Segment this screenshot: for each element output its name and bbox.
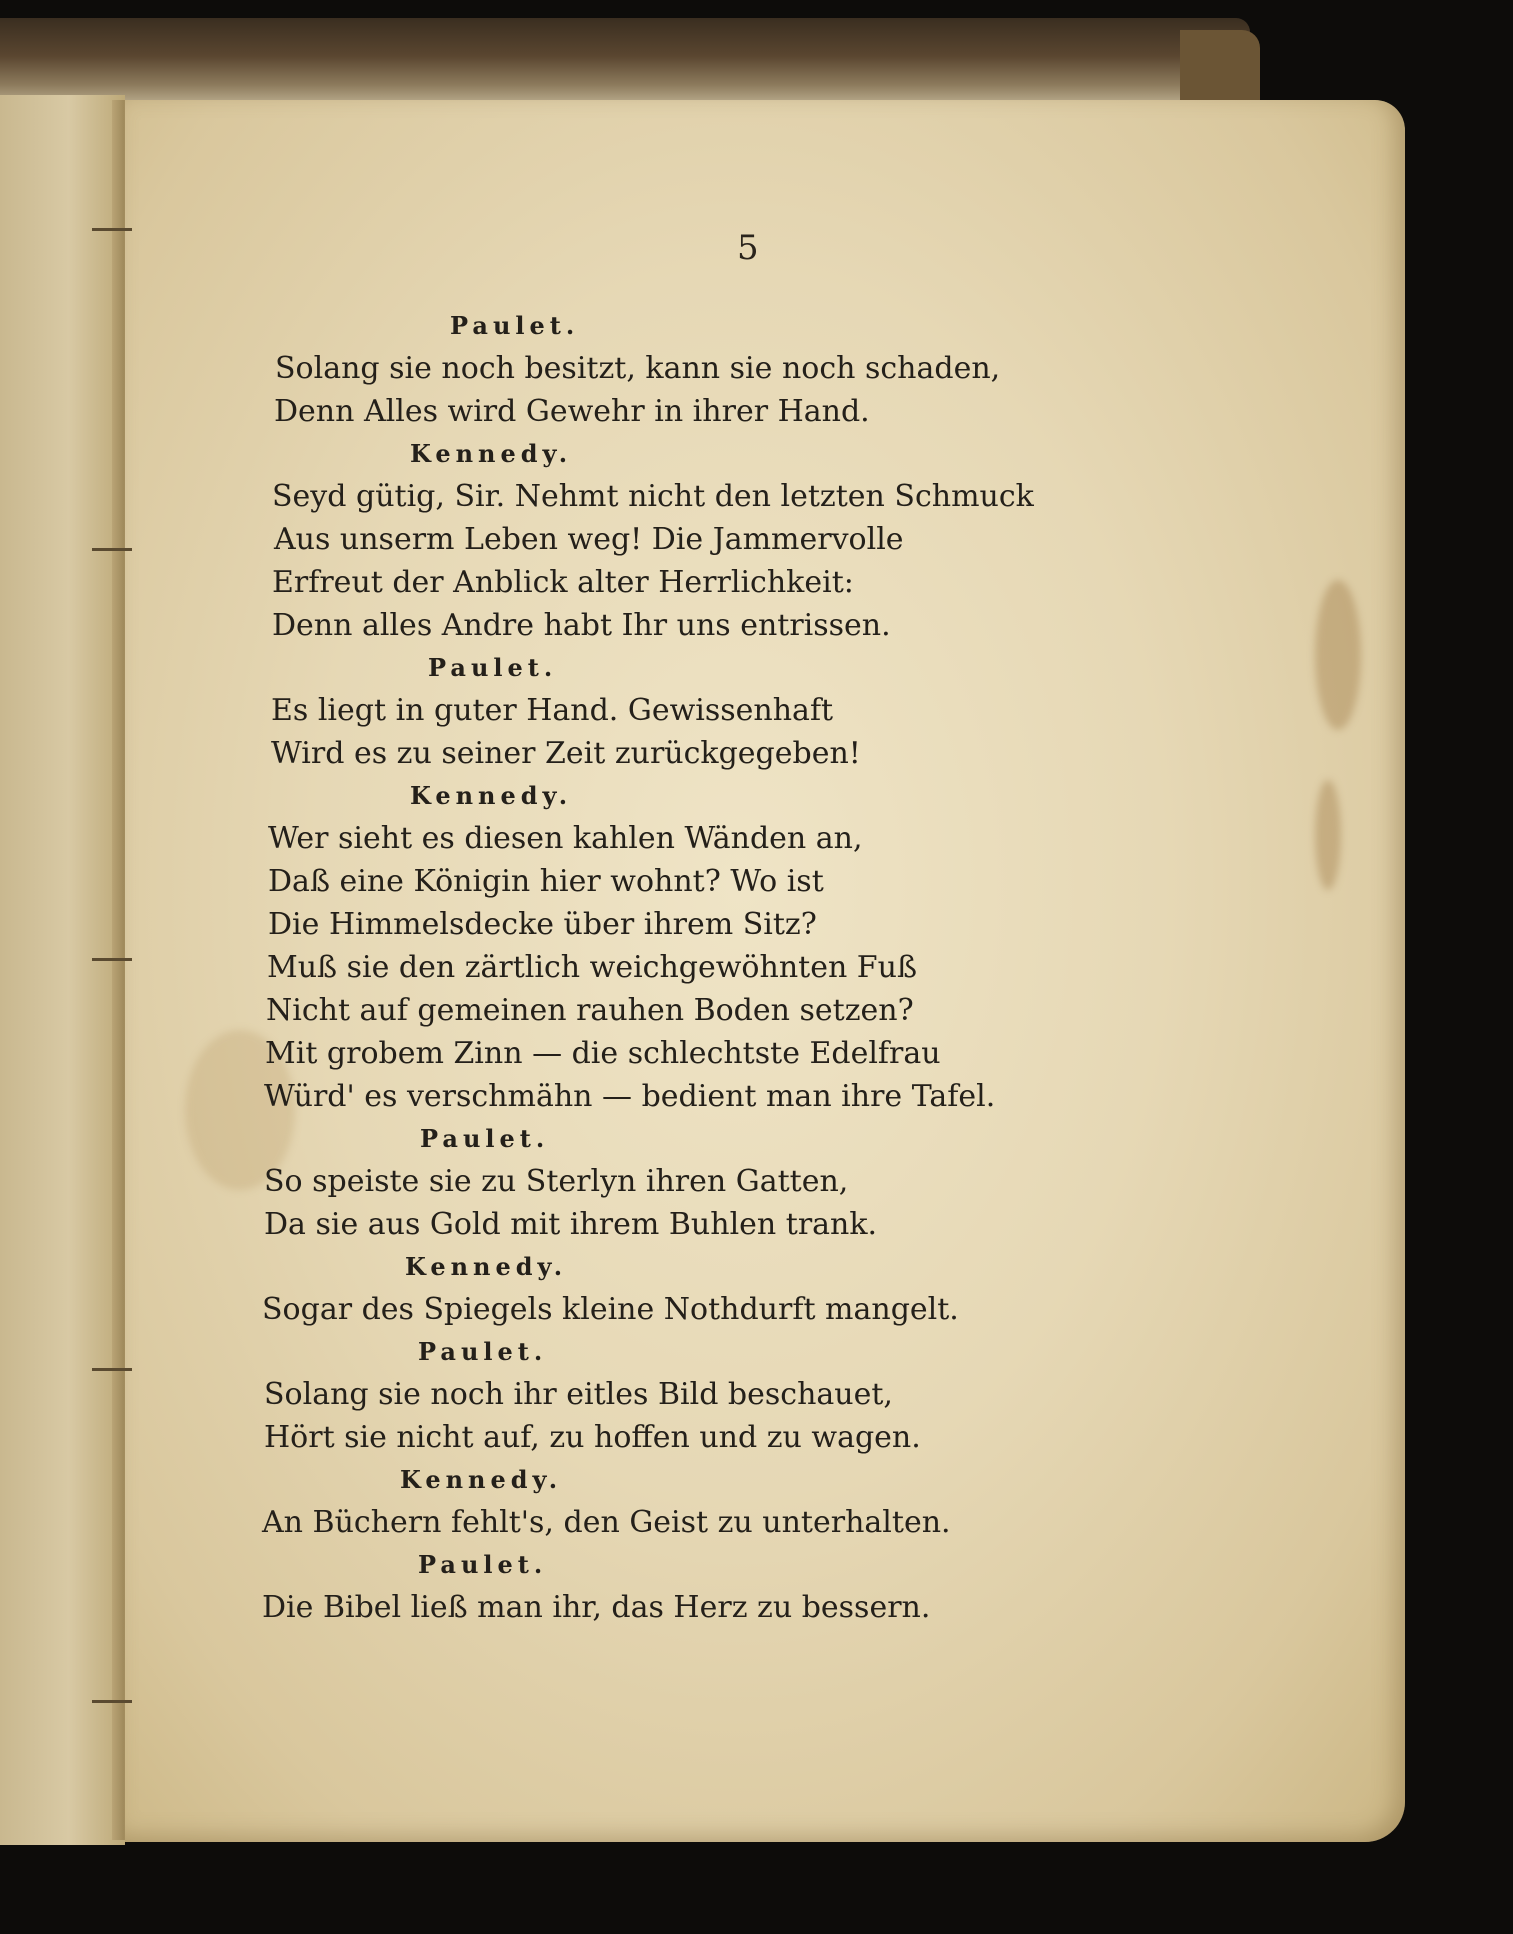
verse-line: Nicht auf gemeinen rauhen Boden setzen? (266, 993, 914, 1028)
verse-line: Daß eine Königin hier wohnt? Wo ist (268, 864, 824, 899)
verse-line: Seyd gütig, Sir. Nehmt nicht den letzten Schmuck (272, 479, 1034, 514)
speaker-name: Kennedy. (400, 1465, 563, 1494)
verse-line: Erfreut der Anblick alter Herrlichkeit: (272, 565, 854, 600)
page-number: 5 (737, 228, 760, 268)
verse-line: Würd' es verschmähn — bedient man ihre Tafel. (264, 1079, 996, 1114)
speaker-name: Kennedy. (410, 781, 573, 810)
verse-line: So speiste sie zu Sterlyn ihren Gatten, (264, 1164, 849, 1199)
speaker-name: Paulet. (420, 1124, 550, 1153)
verse-line: An Büchern fehlt's, den Geist zu unterhalten. (262, 1505, 951, 1540)
verse-line: Wer sieht es diesen kahlen Wänden an, (268, 821, 863, 856)
verse-line: Hört sie nicht auf, zu hoffen und zu wagen. (264, 1420, 921, 1455)
binding-stitch (92, 1700, 132, 1703)
verse-line: Denn alles Andre habt Ihr uns entrissen. (272, 608, 891, 643)
paper-stain (1315, 580, 1361, 730)
verse-line: Mit grobem Zinn — die schlechtste Edelfrau (265, 1036, 941, 1071)
play-text (262, 305, 1142, 1629)
binding-stitch (92, 228, 132, 231)
speaker-name: Paulet. (418, 1337, 548, 1366)
left-page-edge (0, 95, 125, 1845)
paper-stain (1315, 780, 1341, 890)
verse-line: Die Bibel ließ man ihr, das Herz zu bessern. (262, 1590, 931, 1625)
verse-line: Wird es zu seiner Zeit zurückgegeben! (271, 736, 861, 771)
verse-line: Solang sie noch besitzt, kann sie noch schaden, (275, 351, 1001, 386)
verse-line: Es liegt in guter Hand. Gewissenhaft (271, 693, 834, 728)
verse-line: Muß sie den zärtlich weichgewöhnten Fuß (267, 950, 917, 985)
speaker-name: Paulet. (418, 1550, 548, 1579)
binding-stitch (92, 1368, 132, 1371)
verse-line: Denn Alles wird Gewehr in ihrer Hand. (274, 394, 870, 429)
verse-line: Die Himmelsdecke über ihrem Sitz? (268, 907, 817, 942)
speaker-name: Kennedy. (410, 439, 573, 468)
binding-stitch (92, 958, 132, 961)
book-cover-top (0, 18, 1250, 113)
binding-stitch (92, 548, 132, 551)
verse-line: Aus unserm Leben weg! Die Jammervolle (274, 522, 904, 557)
verse-line: Da sie aus Gold mit ihrem Buhlen trank. (264, 1207, 878, 1242)
verse-line: Solang sie noch ihr eitles Bild beschauet, (264, 1377, 893, 1412)
speaker-name: Paulet. (450, 311, 580, 340)
speaker-name: Kennedy. (405, 1252, 568, 1281)
verse-line: Sogar des Spiegels kleine Nothdurft mangelt. (262, 1292, 959, 1327)
speaker-name: Paulet. (428, 653, 558, 682)
